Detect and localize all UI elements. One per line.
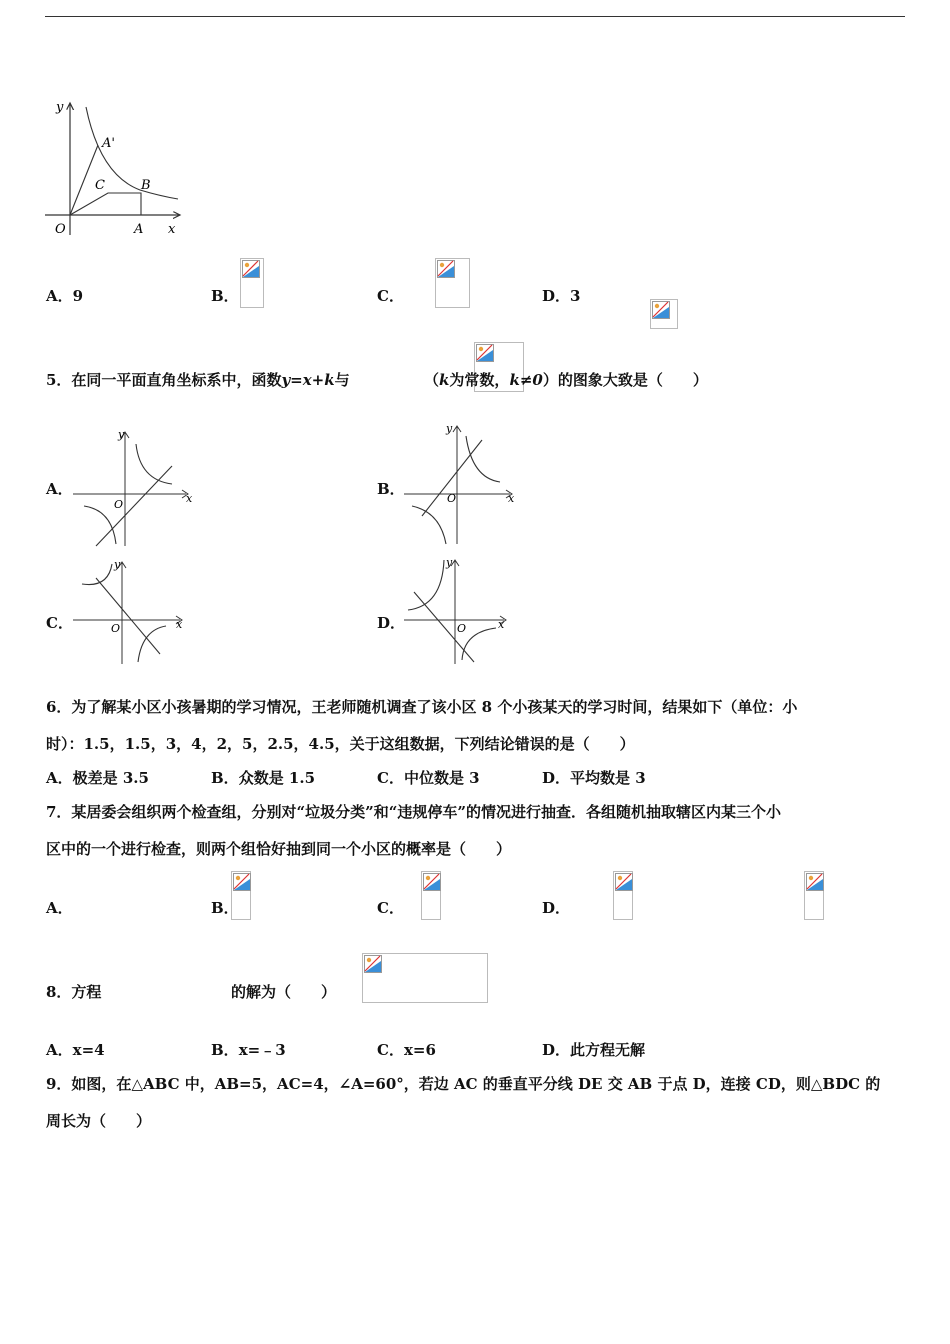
- q5-option-d-label: D．: [377, 614, 406, 632]
- label-C: C: [95, 178, 105, 193]
- broken-image-icon: [421, 871, 441, 920]
- option-letter: B．: [211, 287, 239, 305]
- label-O: O: [55, 222, 66, 237]
- q8-option-a: [46, 1040, 105, 1060]
- origin-label: O: [457, 622, 467, 635]
- q8-option-c: [377, 1040, 436, 1060]
- option-letter: D．: [542, 1041, 571, 1059]
- q5-stem-tail: [424, 370, 708, 390]
- q8-stem-start: 8．方程: [46, 983, 102, 1001]
- q4-option-c: [377, 286, 404, 306]
- broken-image-icon: [650, 299, 678, 329]
- option-text: x=﹣3: [238, 1041, 286, 1059]
- q5-option-c-label: C．: [46, 614, 73, 632]
- q7-option-d: D．: [542, 899, 571, 917]
- q5-stem: [46, 370, 350, 390]
- option-text: 3: [570, 287, 581, 305]
- axis-label-y: y: [114, 558, 121, 571]
- q5-option-a-label: A．: [46, 480, 73, 498]
- q5-graph-a: [68, 428, 198, 548]
- option-letter: C．: [377, 1041, 404, 1059]
- broken-image-icon: [240, 258, 264, 308]
- q6-option-b: [211, 768, 315, 788]
- option-letter: C．: [377, 769, 404, 787]
- axis-label-y: y: [118, 428, 125, 441]
- q5-graph-b: [400, 420, 520, 548]
- q7-option-b: B．: [211, 899, 239, 917]
- q6-stem-line1: 6．为了解某小区小孩暑期的学习情况，王老师随机调查了该小区 8 个小孩某天的学习时间，结果如下（单位：小: [46, 698, 798, 716]
- option-text: x=6: [403, 1041, 436, 1059]
- q8-option-d: [542, 1040, 645, 1060]
- broken-image-icon: [435, 258, 470, 308]
- q5-graph-d: [400, 556, 520, 666]
- axis-label-x: x: [508, 492, 515, 505]
- segment-OA-prime: [70, 145, 98, 215]
- option-letter: C．: [377, 287, 404, 305]
- q6-stem-line2: 时）：1.5，1.5，3，4，2，5，2.5，4.5，关于这组数据，下列结论错误的是（ ）: [46, 735, 635, 753]
- q7-option-c: C．: [377, 899, 404, 917]
- option-text: 此方程无解: [570, 1041, 646, 1059]
- q5-stem-part: （: [424, 371, 440, 389]
- axis-label-x: x: [498, 618, 505, 631]
- q7-stem-line2: 区中的一个进行检查，则两个组恰好抽到同一个小区的概率是（ ）: [46, 840, 512, 858]
- label-A-prime: A': [102, 136, 115, 151]
- q4-option-b: [211, 286, 239, 306]
- label-A: A: [134, 222, 144, 237]
- label-B: B: [141, 178, 151, 193]
- option-letter: D．: [542, 287, 571, 305]
- q5-stem-part: 为常数，: [449, 371, 510, 389]
- q4-option-a: [46, 286, 83, 306]
- origin-label: O: [447, 492, 457, 505]
- q4-option-d: [542, 286, 580, 306]
- q5-graph-c: [68, 558, 198, 666]
- label-x: x: [168, 222, 176, 237]
- broken-image-icon: [613, 871, 633, 920]
- option-text: 中位数是 3: [403, 769, 480, 787]
- q6-option-d: [542, 768, 646, 788]
- option-text: 众数是 1.5: [238, 769, 316, 787]
- axis-label-x: x: [186, 492, 193, 505]
- axis-label-x: x: [176, 618, 183, 631]
- option-letter: A．: [46, 769, 73, 787]
- q7-option-a: A．: [46, 899, 73, 917]
- option-text: x=4: [72, 1041, 105, 1059]
- option-text: 9: [72, 287, 84, 305]
- header-rule: [45, 16, 905, 17]
- q5-function: y=x+k: [281, 371, 335, 389]
- option-letter: B．: [211, 1041, 239, 1059]
- axis-label-y: y: [446, 422, 453, 435]
- q6-option-a: [46, 768, 149, 788]
- q5-stem-part: 5．在同一平面直角坐标系中，函数: [46, 371, 282, 389]
- q8-stem-end: 的解为（ ）: [231, 983, 337, 1001]
- q5-stem-part: 与: [334, 371, 350, 389]
- option-text: 极差是 3.5: [72, 769, 149, 787]
- polyline-OCBA: [70, 193, 141, 215]
- q5-k-condition: k≠0: [509, 371, 543, 389]
- option-letter: A．: [46, 287, 73, 305]
- q6-option-c: [377, 768, 480, 788]
- origin-label: O: [111, 622, 121, 635]
- q8-option-b: [211, 1040, 286, 1060]
- axis-label-y: y: [446, 556, 453, 569]
- option-letter: A．: [46, 1041, 73, 1059]
- q9-stem-line1: 9．如图，在△ABC 中，AB=5，AC=4，∠A=60°，若边 AC 的垂直平分线 DE 交 AB 于点 D，连接 CD，则△BDC 的: [46, 1075, 881, 1093]
- q5-stem-part: ）的图象大致是（ ）: [542, 371, 708, 389]
- label-y: y: [56, 100, 64, 115]
- origin-label: O: [114, 498, 124, 511]
- q5-option-b-label: B．: [377, 480, 405, 498]
- broken-image-icon: [362, 953, 488, 1003]
- q7-stem-line1: 7．某居委会组织两个检查组，分别对“垃圾分类”和“违规停车”的情况进行抽查．各组随机抽取辖区内某三个小: [46, 803, 781, 821]
- option-text: 平均数是 3: [570, 769, 646, 787]
- q4-graph-figure: [40, 95, 190, 240]
- q9-stem-line2: 周长为（ ）: [46, 1112, 152, 1130]
- broken-image-icon: [804, 871, 824, 920]
- option-letter: D．: [542, 769, 571, 787]
- option-letter: B．: [211, 769, 239, 787]
- q5-k: k: [439, 371, 450, 389]
